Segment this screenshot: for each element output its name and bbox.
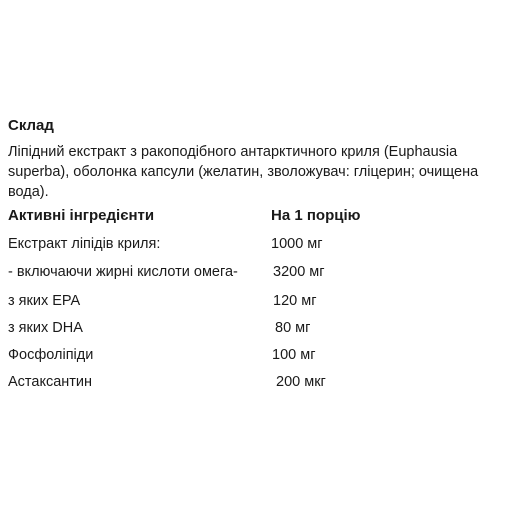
ingredient-amount: 3200 мг xyxy=(273,264,325,280)
ingredient-amount: 100 мг xyxy=(272,347,316,363)
ingredient-name: Фосфоліпіди xyxy=(8,347,94,363)
composition-line: вода). xyxy=(8,184,49,200)
ingredient-name: з яких DHA xyxy=(8,320,83,336)
composition-line: Ліпідний екстракт з ракоподібного антарктичного криля (Euphausia xyxy=(8,144,458,160)
ingredients-column-header: Активні інгредієнти xyxy=(8,207,155,224)
ingredient-amount: 80 мг xyxy=(275,320,311,336)
composition-heading: Склад xyxy=(8,117,54,134)
ingredient-name: - включаючи жирні кислоти омега- xyxy=(8,264,238,280)
ingredient-amount: 1000 мг xyxy=(271,236,323,252)
ingredient-name: Екстракт ліпідів криля: xyxy=(8,236,161,252)
ingredient-amount: 120 мг xyxy=(273,293,317,309)
composition-text xyxy=(8,142,504,202)
composition-line: superba), оболонка капсули (желатин, зволожувач: гліцерин; очищена xyxy=(8,164,479,180)
per-serving-column-header: На 1 порцію xyxy=(271,207,361,224)
ingredient-name: з яких EPA xyxy=(8,293,81,309)
ingredient-amount: 200 мкг xyxy=(276,374,326,390)
ingredient-name: Астаксантин xyxy=(8,374,93,390)
